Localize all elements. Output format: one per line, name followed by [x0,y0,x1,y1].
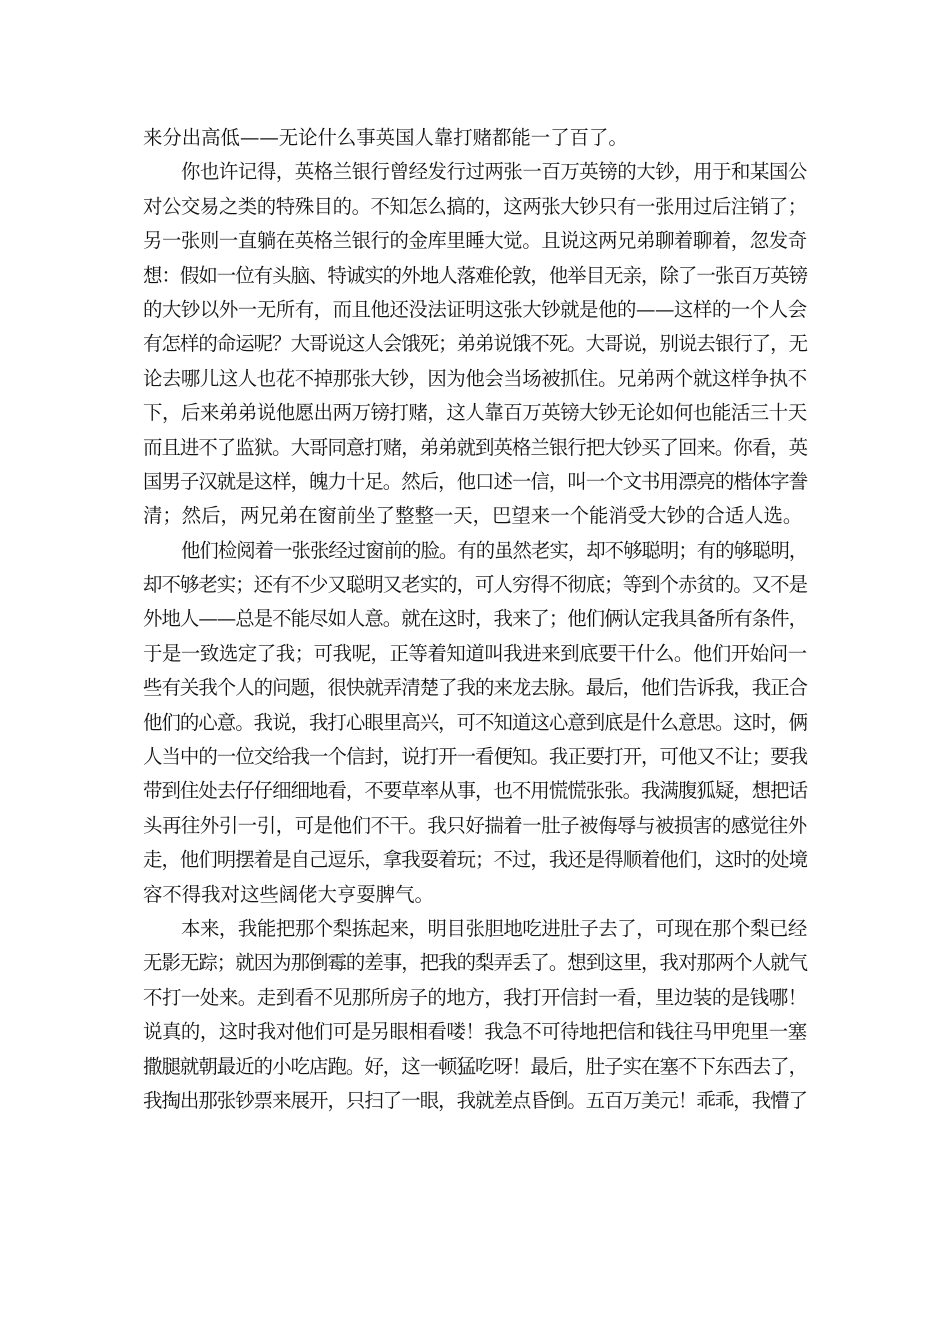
text-line: 另一张则一直躺在英格兰银行的金库里睡大觉。且说这两兄弟聊着聊着，忽发奇 [143,229,807,253]
text-line: 我掏出那张钞票来展开，只扫了一眼，我就差点昏倒。五百万美元！乖乖，我懵了 [143,1088,808,1112]
paragraph-first-line: 本来，我能把那个梨拣起来，明目张胆地吃进肚子去了，可现在那个梨已经 [181,916,807,940]
text-line: 对公交易之类的特殊目的。不知怎么搞的，这两张大钞只有一张用过后注销了； [143,194,807,218]
text-line: 容不得我对这些阔佬大亨耍脾气。 [143,882,434,906]
text-line: 清；然后，两兄弟在窗前坐了整整一天，巴望来一个能消受大钞的合适人选。 [143,504,803,528]
text-line: 却不够老实；还有不少又聪明又老实的，可人穷得不彻底；等到个赤贫的。又不是 [143,573,808,597]
text-line: 人当中的一位交给我一个信封，说打开一看便知。我正要打开，可他又不让；要我 [143,745,808,769]
text-line: 国男子汉就是这样，魄力十足。然后，他口述一信，叫一个文书用漂亮的楷体字誊 [143,469,808,493]
text-line: 他们的心意。我说，我打心眼里高兴，可不知道这心意到底是什么意思。这时，俩 [143,710,808,734]
text-line: 下，后来弟弟说他愿出两万镑打赌，这人靠百万英镑大钞无论如何也能活三十天 [143,401,807,425]
text-line: 头再往外引一引，可是他们不干。我只好揣着一肚子被侮辱与被损害的感觉往外 [143,813,807,837]
paragraph-first-line: 你也许记得，英格兰银行曾经发行过两张一百万英镑的大钞，用于和某国公 [181,160,807,184]
text-line: 有怎样的命运呢？大哥说这人会饿死；弟弟说饿不死。大哥说，别说去银行了，无 [143,332,808,356]
text-line: 于是一致选定了我；可我呢，正等着知道叫我进来到底要干什么。他们开始问一 [143,641,807,665]
body-text [143,121,807,1118]
text-line: 说真的，这时我对他们可是另眼相看喽！我急不可待地把信和钱往马甲兜里一塞 [143,1020,807,1044]
text-line: 撒腿就朝最近的小吃店跑。好，这一顿猛吃呀！最后，肚子实在塞不下东西去了， [143,1054,808,1078]
text-line: 想：假如一位有头脑、特诚实的外地人落难伦敦，他举目无亲，除了一张百万英镑 [143,263,808,287]
text-line: 带到住处去仔仔细细地看，不要草率从事，也不用慌慌张张。我满腹狐疑，想把话 [143,779,808,803]
text-line: 外地人——总是不能尽如人意。就在这时，我来了；他们俩认定我具备所有条件， [143,607,808,631]
paragraph-first-line: 他们检阅着一张张经过窗前的脸。有的虽然老实，却不够聪明；有的够聪明， [181,538,808,562]
text-line: 而且进不了监狱。大哥同意打赌，弟弟就到英格兰银行把大钞买了回来。你看，英 [143,435,808,459]
text-line: 走，他们明摆着是自己逗乐，拿我耍着玩；不过，我还是得顺着他们，这时的处境 [143,848,808,872]
text-line: 无影无踪；就因为那倒霉的差事，把我的梨弄丢了。想到这里，我对那两个人就气 [143,951,808,975]
text-line: 些有关我个人的问题，很快就弄清楚了我的来龙去脉。最后，他们告诉我，我正合 [143,676,808,700]
text-line: 的大钞以外一无所有，而且他还没法证明这张大钞就是他的——这样的一个人会 [143,297,807,321]
text-line: 来分出高低——无论什么事英国人靠打赌都能一了百了。 [143,126,628,149]
text-line: 论去哪儿这人也花不掉那张大钞，因为他会当场被抓住。兄弟两个就这样争执不 [143,366,807,390]
text-line: 不打一处来。走到看不见那所房子的地方，我打开信封一看，里边装的是钱哪！ [143,985,807,1009]
